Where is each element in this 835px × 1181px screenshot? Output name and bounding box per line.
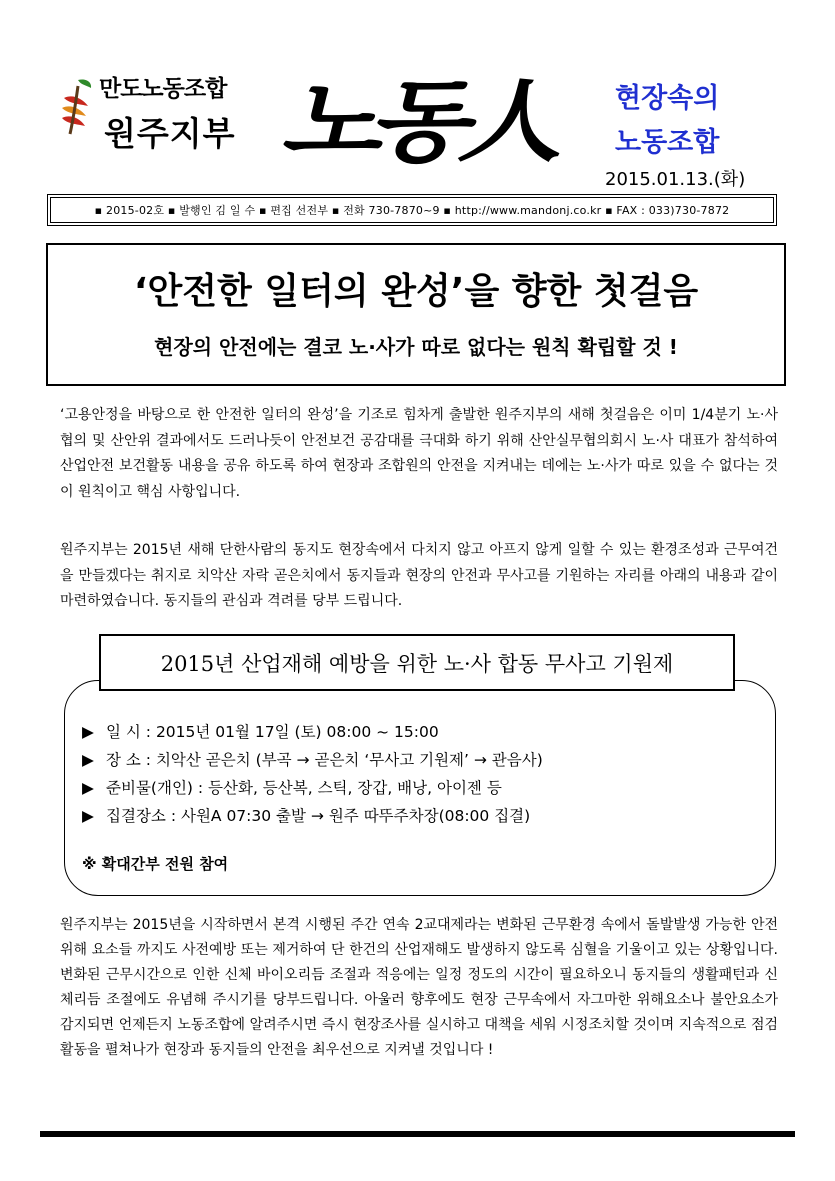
closing-paragraph: 원주지부는 2015년을 시작하면서 본격 시행된 주간 연속 2교대제라는 변화된 근무환경 속에서 돌발발생 가능한 안전위해 요소들 까지도 사전예방 또는 제거하여 단 한건의 산업재해도 발생하지 않도록 심혈을 기울이고 있는 상황입니다. 변화된 근무시간으로 인한 신체 바이오리듬 조절과 적응에는 일정 정도의 시간이 필요하오니 동지들의 생활패턴과 신체리듬 조절에도 유념해 주시기를 당부드립니다. 아울러 향후에도 현장 근무속에서 자그마한 위해요소나 불안요소가 감지되면 언제든지 노동조합에 알려주시면 즉시 현장조사를 실시하고 대책을 세워 시정조치할 것이며 지속적으로 점검활동을 펼쳐나가 현장과 동지들의 안전을 최우선으로 지켜낼 것입니다 ! [60, 917, 778, 1058]
bottom-divider [40, 1131, 795, 1137]
issue-date: 2015.01.13.(화) [605, 169, 746, 190]
slogan-line1: 현장속의 [615, 83, 720, 114]
slogan-line2: 노동조합 [615, 127, 720, 158]
branch-name: 원주지부 [104, 114, 236, 153]
bullet-arrow-icon: ▶ [82, 723, 94, 741]
bullet-arrow-icon: ▶ [82, 779, 94, 797]
event-note: ※ 확대간부 전원 참여 [82, 855, 229, 873]
union-logo-icon [58, 76, 96, 138]
intro-paragraph: ‘고용안정을 바탕으로 한 안전한 일터의 완성’을 기조로 힘차게 출발한 원주지부의 새해 첫걸음은 이미 1/4분기 노·사협의 및 산안위 결과에서도 드러나듯이 안전보건 공감대를 극대화 하기 위해 산안실무협의회시 노·사 대표가 참석하여 산업안전 보건활동 내용을 공유 하도록 하여 현장과 조합원의 안전을 지켜내는 데에는 노·사가 따로 있을 수 없다는 것이 원칙이고 핵심 사항입니다. [60, 407, 778, 500]
event-meeting-item: ▶ 집결장소 : 사원A 07:30 출발 → 원주 따뚜주차장(08:00 집결) [82, 802, 762, 830]
event-details-list [82, 718, 762, 830]
headline-title: ‘안전한 일터의 완성’을 향한 첫걸음 [133, 271, 699, 312]
event-place-item: ▶ 장 소 : 치악산 곧은치 (부곡 → 곧은치 ‘무사고 기원제’ → 관음사) [82, 746, 762, 774]
event-supplies-item: ▶ 준비물(개인) : 등산화, 등산복, 스틱, 장갑, 배낭, 아이젠 등 [82, 774, 762, 802]
event-date-item: ▶ 일 시 : 2015년 01월 17일 (토) 08:00 ~ 15:00 [82, 718, 762, 746]
headline-box [46, 243, 786, 386]
newsletter-title: 노동人 [274, 68, 571, 175]
publication-info-bar [50, 197, 774, 223]
event-title-box [99, 634, 735, 691]
event-intro-paragraph: 원주지부는 2015년 새해 단한사람의 동지도 현장속에서 다치지 않고 아프지 않게 일할 수 있는 환경조성과 근무여건을 만들겠다는 취지로 치악산 자락 곧은치에서 동지들과 현장의 안전과 무사고를 기원하는 자리를 아래의 내용과 같이 마련하였습니다. 동지들의 관심과 격려를 당부 드립니다. [60, 542, 778, 609]
bullet-arrow-icon: ▶ [82, 751, 94, 769]
union-name: 만도노동조합 [99, 76, 227, 102]
bullet-arrow-icon: ▶ [82, 807, 94, 825]
headline-subtitle: 현장의 안전에는 결코 노·사가 따로 없다는 원칙 확립할 것 ! [154, 335, 678, 359]
publication-info-text: ▪ 2015-02호 ▪ 발행인 김 일 수 ▪ 편집 선전부 ▪ 전화 730-7870~9 ▪ http://www.mandonj.co.kr ▪ FAX : 033)730-7872 [94, 204, 730, 217]
event-title: 2015년 산업재해 예방을 위한 노·사 합동 무사고 기원제 [160, 651, 674, 676]
